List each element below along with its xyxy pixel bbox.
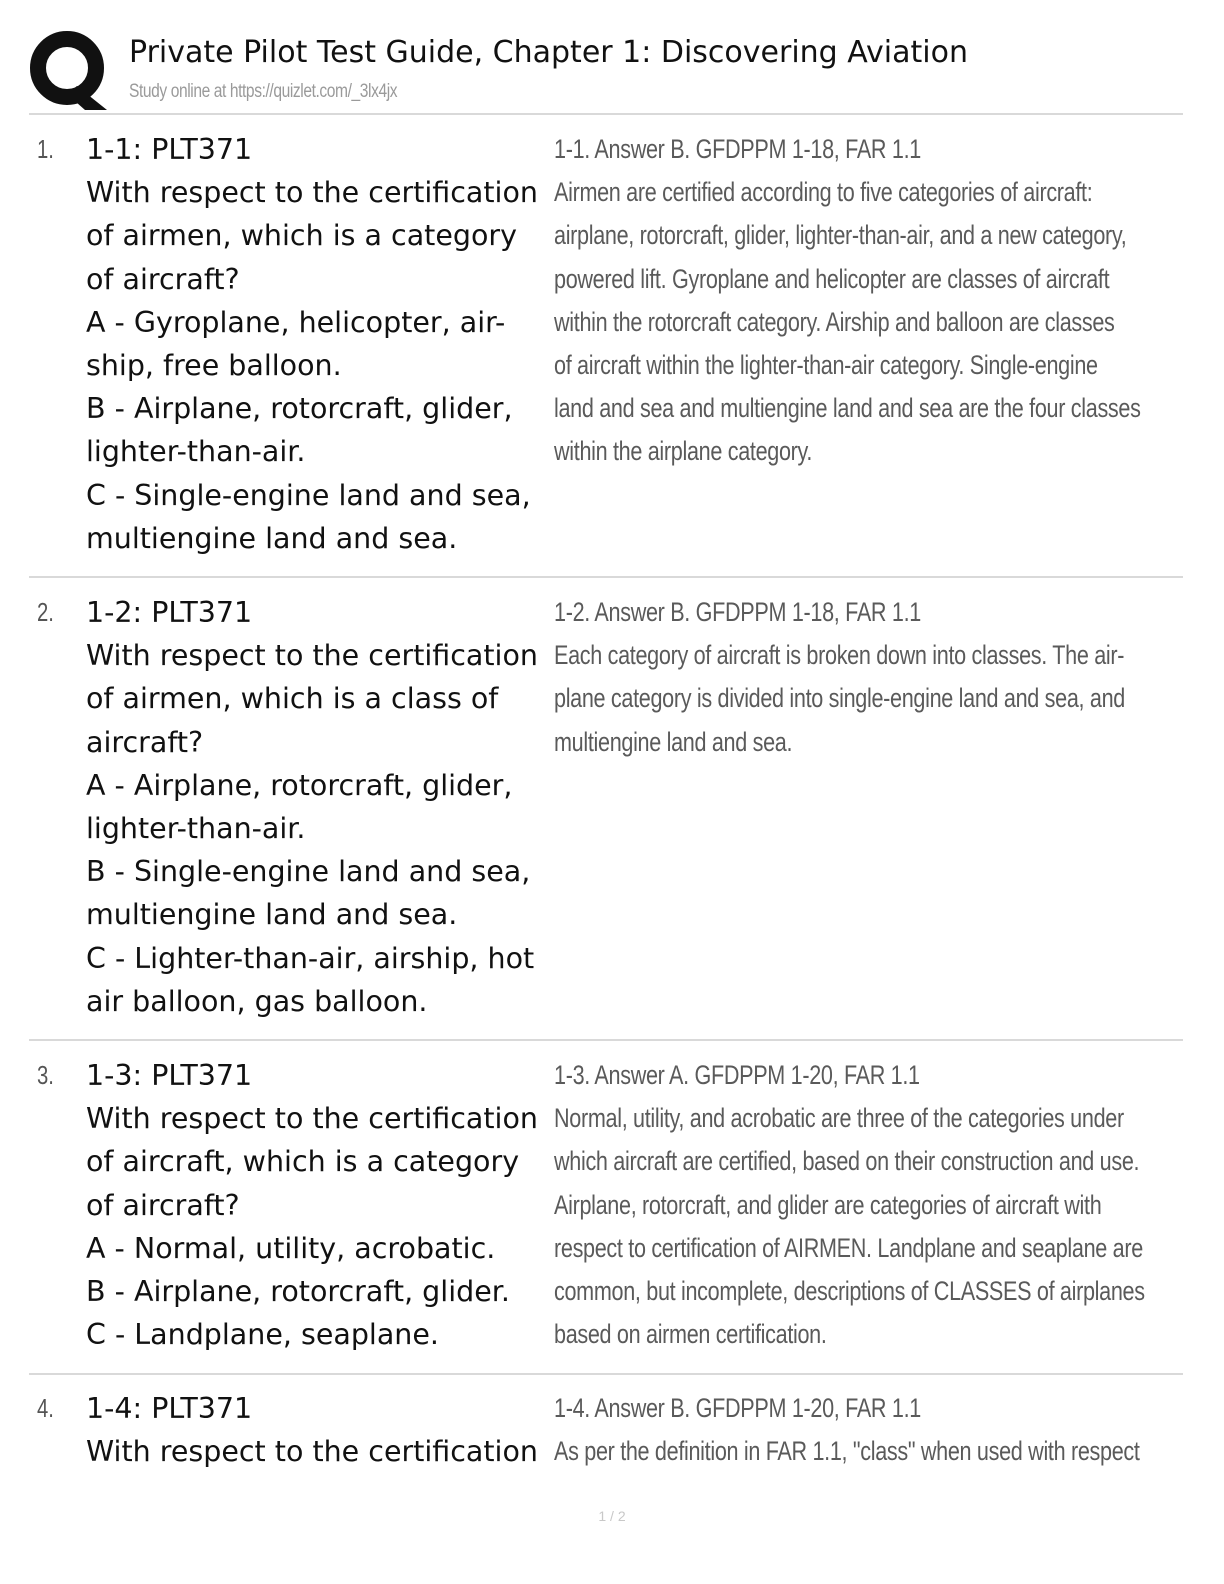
term-line: B - Single-engine land and sea, [86,855,531,889]
term-line: of aircraft? [86,262,240,296]
card-number: 1. [37,134,54,164]
term-line: A - Normal, utility, acrobatic. [86,1231,496,1265]
page-header [0,0,1224,116]
quizlet-q-logo-icon [29,30,109,110]
term-line: multiengine land and sea. [86,898,458,932]
term-line: With respect to the certification [86,639,538,673]
definition-line: Airplane, rotorcraft, and glider are categories of aircraft with [554,1189,1102,1220]
term-line: ship, free balloon. [86,349,342,383]
term-line: of airmen, which is a category [86,219,517,253]
term-line: aircraft? [86,725,204,759]
card-number: 2. [37,597,54,627]
term-line: of airmen, which is a class of [86,682,499,716]
card-term [86,1387,606,1473]
flashcard-1 [29,128,1183,578]
definition-line: 1-4. Answer B. GFDPPM 1-20, FAR 1.1 [554,1393,921,1423]
term-line: B - Airplane, rotorcraft, glider. [86,1275,510,1309]
flashcard-4 [29,1387,1183,1477]
card-divider [29,1373,1183,1375]
definition-line: of aircraft within the lighter-than-air category. Single-engine [554,350,1098,381]
term-line: 1-3: PLT371 [86,1059,253,1092]
term-line: C - Landplane, seaplane. [86,1318,439,1352]
card-definition [554,591,1162,764]
definition-line: multiengine land and sea. [554,726,793,757]
page-number: 1 / 2 [598,1508,626,1524]
definition-line: Airmen are certified according to five categories of aircraft: [554,177,1093,208]
term-line: lighter-than-air. [86,812,306,846]
term-line: 1-2: PLT371 [86,596,253,629]
card-divider [29,576,1183,578]
definition-line: 1-1. Answer B. GFDPPM 1-18, FAR 1.1 [554,134,921,164]
card-number: 4. [37,1393,54,1423]
definition-line: Normal, utility, and acrobatic are three of the categories under [554,1103,1124,1134]
flashcard-2 [29,591,1183,1041]
card-divider [29,1039,1183,1041]
header-divider [29,113,1183,115]
definition-line: based on airmen certification. [554,1319,827,1350]
definition-line: As per the definition in FAR 1.1, "class" when used with respect [554,1436,1140,1467]
term-line: 1-4: PLT371 [86,1392,253,1425]
definition-line: respect to certification of AIRMEN. Landplane and seaplane are [554,1232,1143,1263]
term-line: of aircraft? [86,1188,240,1222]
definition-line: powered lift. Gyroplane and helicopter are classes of aircraft [554,263,1110,294]
term-line: lighter-than-air. [86,435,306,469]
term-line: air balloon, gas balloon. [86,984,428,1018]
term-line: of aircraft, which is a category [86,1145,520,1179]
card-term [86,591,606,1023]
term-line: C - Lighter-than-air, airship, hot [86,941,535,975]
definition-line: common, but incomplete, descriptions of CLASSES of airplanes [554,1276,1145,1307]
study-online-link[interactable]: Study online at https://quizlet.com/_3lx4jx [129,81,398,102]
page-title: Private Pilot Test Guide, Chapter 1: Discovering Aviation [129,35,968,70]
term-line: With respect to the certification [86,1435,538,1469]
term-line: With respect to the certification [86,1102,538,1136]
definition-line: Each category of aircraft is broken down into classes. The air- [554,640,1125,671]
term-line: With respect to the certification [86,176,538,210]
card-term [86,1054,606,1356]
definition-line: which aircraft are certified, based on their construction and use. [554,1146,1140,1177]
term-line: B - Airplane, rotorcraft, glider, [86,392,513,426]
card-definition [554,128,1162,474]
definition-line: within the airplane category. [554,436,813,467]
term-line: multiengine land and sea. [86,521,458,555]
term-line: 1-1: PLT371 [86,133,253,166]
flashcard-3 [29,1054,1183,1375]
term-line: A - Gyroplane, helicopter, air- [86,305,506,339]
card-term [86,128,606,560]
definition-line: land and sea and multiengine land and sea are the four classes [554,393,1141,424]
definition-line: airplane, rotorcraft, glider, lighter-than-air, and a new category, [554,220,1127,251]
definition-line: 1-2. Answer B. GFDPPM 1-18, FAR 1.1 [554,597,921,627]
card-definition [554,1387,1162,1473]
definition-line: plane category is divided into single-engine land and sea, and [554,683,1125,714]
term-line: A - Airplane, rotorcraft, glider, [86,768,513,802]
term-line: C - Single-engine land and sea, [86,478,531,512]
definition-line: 1-3. Answer A. GFDPPM 1-20, FAR 1.1 [554,1060,920,1090]
card-number: 3. [37,1060,54,1090]
definition-line: within the rotorcraft category. Airship and balloon are classes [554,306,1115,337]
card-definition [554,1054,1162,1356]
